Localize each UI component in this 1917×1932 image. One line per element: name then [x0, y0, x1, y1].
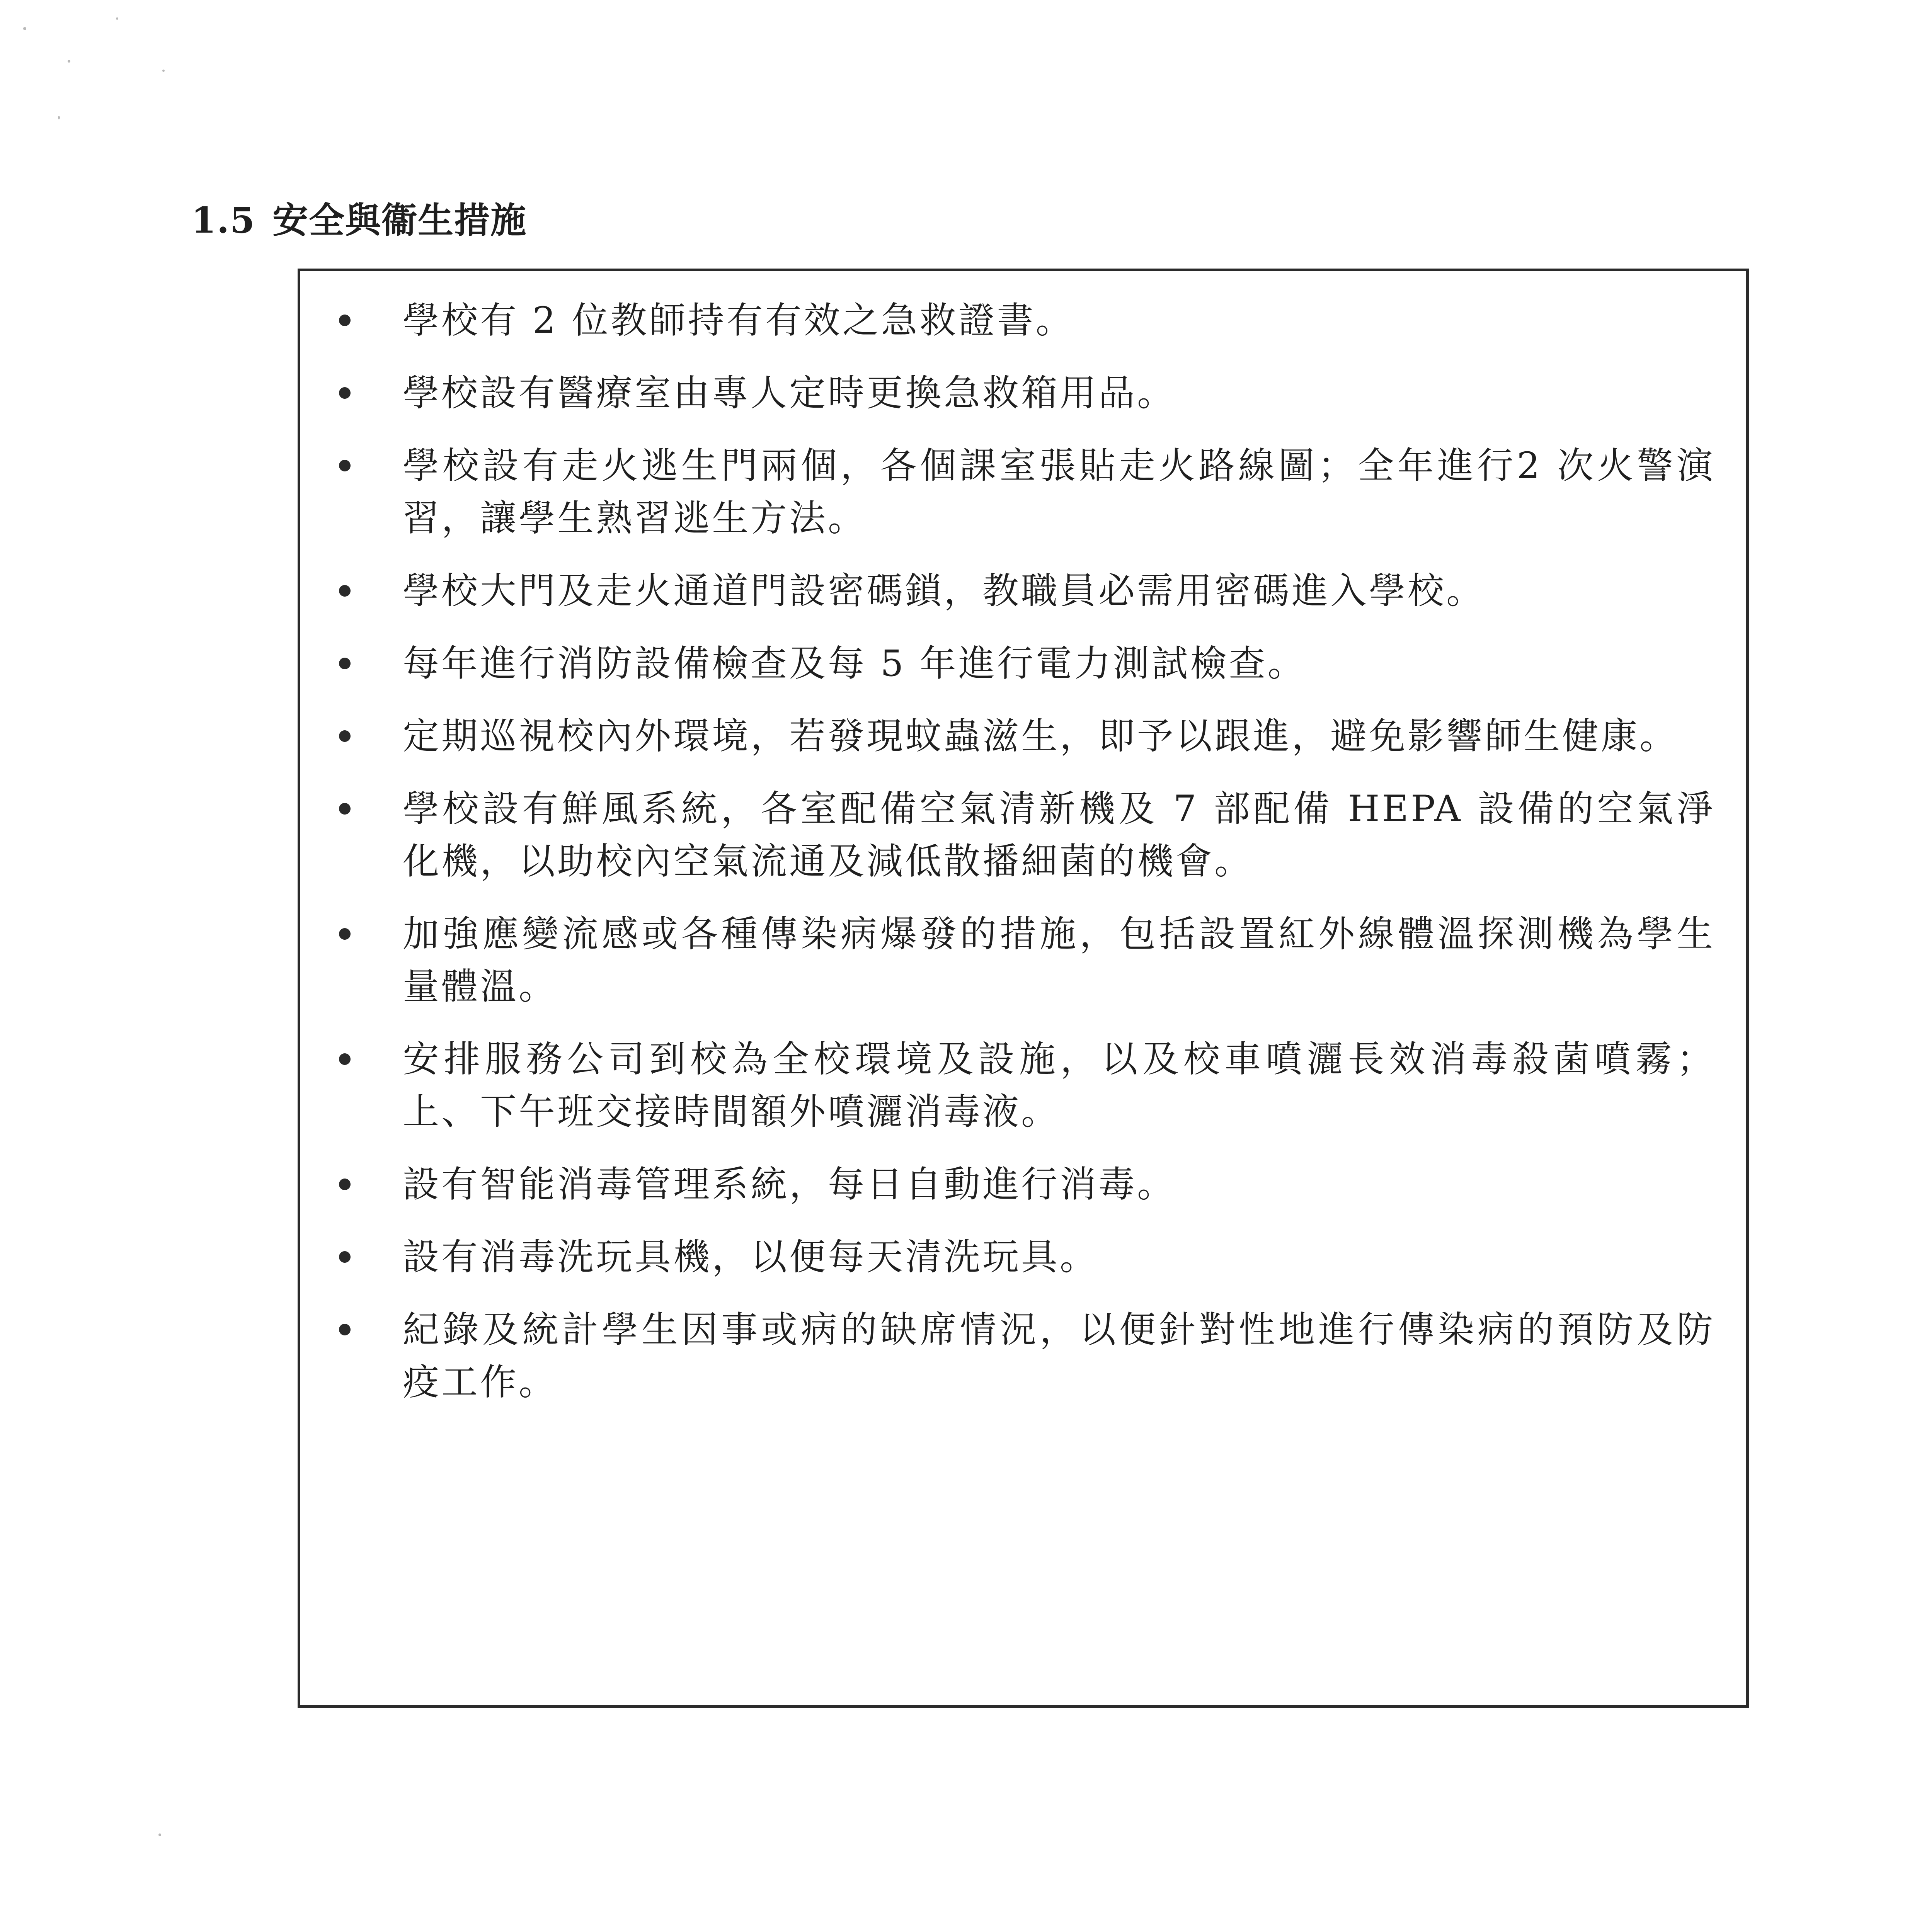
list-item-text: 加強應變流感或各種傳染病爆發的措施，包括設置紅外線體溫探測機為學生量體溫。	[403, 913, 1715, 1008]
scan-speck	[23, 27, 26, 30]
list-item-text: 設有智能消毒管理系統，每日自動進行消毒。	[403, 1163, 1176, 1206]
bullet-icon	[339, 658, 351, 669]
list-item	[300, 367, 1746, 420]
list-item-text: 學校大門及走火通道門設密碼鎖，教職員必需用密碼進入學校。	[403, 570, 1485, 612]
list-item	[300, 1158, 1746, 1211]
list-item-text: 定期巡視校內外環境，若發現蚊蟲滋生，即予以跟進，避免影響師生健康。	[403, 715, 1679, 757]
list-item-text: 設有消毒洗玩具機，以便每天清洗玩具。	[403, 1236, 1099, 1278]
list-item	[300, 783, 1746, 888]
list-item-text: 每年進行消防設備檢查及每 5 年進行電力測試檢查。	[403, 643, 1306, 685]
list-item-text: 安排服務公司到校為全校環境及設施，以及校車噴灑長效消毒殺菌噴霧；上、下午班交接時間額外噴灑消毒液。	[403, 1038, 1715, 1133]
bullet-icon	[339, 1179, 351, 1190]
list-item	[300, 1304, 1746, 1409]
list-item	[300, 440, 1746, 545]
bullet-icon	[339, 730, 351, 742]
measure-list	[300, 294, 1746, 1429]
list-item-text: 學校設有鮮風系統，各室配備空氣清新機及 7 部配備 HEPA 設備的空氣淨化機，以助校內空氣流通及減低散播細菌的機會。	[403, 788, 1715, 883]
list-item	[300, 294, 1746, 347]
bullet-icon	[339, 315, 351, 326]
list-item	[300, 1231, 1746, 1284]
bullet-icon	[339, 803, 351, 815]
list-item	[300, 1033, 1746, 1138]
bullet-icon	[339, 928, 351, 940]
list-item	[300, 908, 1746, 1013]
scan-speck	[116, 17, 118, 20]
section-title: 安全與衞生措施	[272, 199, 527, 241]
list-item	[300, 565, 1746, 617]
section-number: 1.5	[191, 199, 256, 241]
scan-speck	[162, 70, 165, 72]
scan-speck	[58, 116, 60, 119]
bullet-icon	[339, 387, 351, 399]
bullet-icon	[339, 1053, 351, 1065]
list-item	[300, 638, 1746, 690]
scan-speck	[158, 1833, 161, 1836]
bullet-icon	[339, 460, 351, 471]
list-item-text: 學校有 2 位教師持有有效之急救證書。	[403, 299, 1074, 342]
bullet-icon	[339, 585, 351, 597]
list-item-text: 紀錄及統計學生因事或病的缺席情況，以便針對性地進行傳染病的預防及防疫工作。	[403, 1309, 1715, 1403]
scan-speck	[68, 60, 70, 63]
section-heading	[191, 195, 527, 245]
list-item-text: 學校設有醫療室由專人定時更換急救箱用品。	[403, 372, 1176, 414]
list-item	[300, 710, 1746, 763]
bullet-icon	[339, 1251, 351, 1263]
content-box	[298, 269, 1749, 1708]
list-item-text: 學校設有走火逃生門兩個，各個課室張貼走火路線圖；全年進行2 次火警演習，讓學生熟習逃生方法。	[403, 445, 1715, 539]
bullet-icon	[339, 1324, 351, 1335]
